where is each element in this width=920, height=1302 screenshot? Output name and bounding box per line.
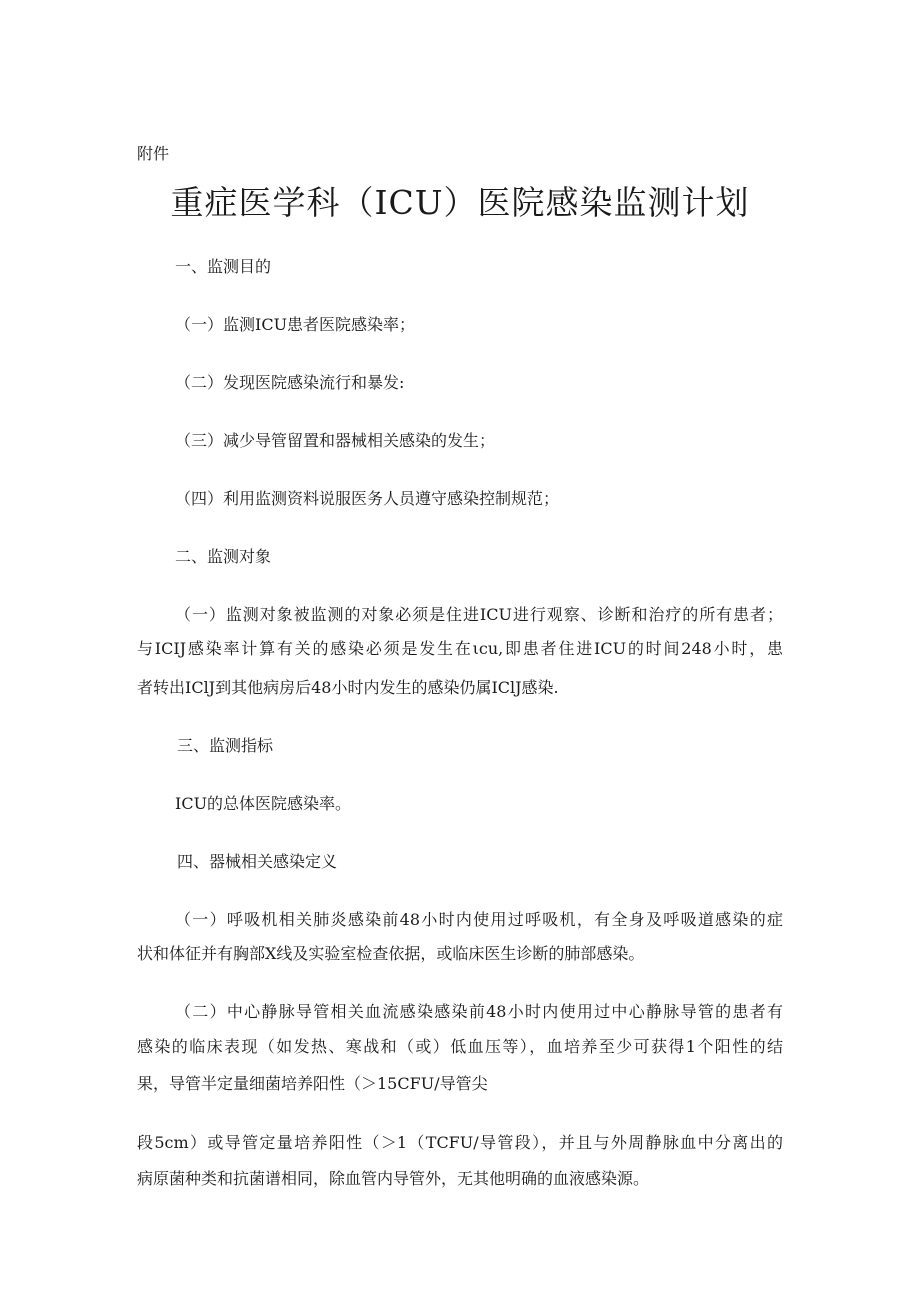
section-4-p2-line-1: （二）中心静脉导管相关血流感染感染前48小时内使用过中心静脉导管的患者有 bbox=[175, 1002, 783, 1021]
section-2-line-1: （一）监测对象被监测的对象必须是住进ICU进行观察、诊断和治疗的所有患者； bbox=[175, 605, 783, 624]
section-1-item-1: （一）监测ICU患者医院感染率； bbox=[175, 315, 416, 334]
document-title: 重症医学科（ICU）医院感染监测计划 bbox=[170, 183, 750, 222]
section-3-body: ICU的总体医院感染率。 bbox=[175, 794, 352, 813]
section-4-p3-line-1: 段5cm）或导管定量培养阳性（＞1（TCFU/导管段），并且与外周静脉血中分离出的 bbox=[137, 1133, 783, 1152]
section-1-item-3: （三）减少导管留置和器械相关感染的发生； bbox=[175, 431, 496, 450]
section-4-p2-line-3: 果，导管半定量细菌培养阳性（＞15CFU/导管尖 bbox=[137, 1074, 488, 1093]
section-4-p1-line-1: （一）呼吸机相关肺炎感染前48小时内使用过呼吸机，有全身及呼吸道感染的症 bbox=[175, 910, 783, 929]
section-4-p3-line-2: 病原菌种类和抗菌谱相同，除血管内导管外，无其他明确的血液感染源。 bbox=[137, 1169, 650, 1188]
section-2-line-3: 者转出IClJ到其他病房后48小时内发生的感染仍属IClJ感染. bbox=[137, 678, 559, 697]
attachment-label: 附件 bbox=[137, 144, 170, 163]
section-4-p1-line-2: 状和体征并有胸部X线及实验室检查依据，或临床医生诊断的肺部感染。 bbox=[137, 944, 645, 963]
section-1-item-4: （四）利用监测资料说服医务人员遵守感染控制规范； bbox=[175, 489, 560, 508]
section-2-heading: 二、监测对象 bbox=[175, 547, 272, 566]
section-4-p2-line-2: 感染的临床表现（如发热、寒战和（或）低血压等），血培养至少可获得1个阳性的结 bbox=[137, 1037, 783, 1056]
section-1-item-2: （二）发现医院感染流行和暴发: bbox=[175, 373, 405, 392]
section-4-heading: 四、器械相关感染定义 bbox=[177, 852, 338, 871]
section-3-heading: 三、监测指标 bbox=[177, 736, 274, 755]
section-2-line-2: 与ICIJ感染率计算有关的感染必须是发生在ιcu,即患者住进ICU的时间248小时，患 bbox=[137, 639, 783, 658]
section-1-heading: 一、监测目的 bbox=[175, 257, 272, 276]
